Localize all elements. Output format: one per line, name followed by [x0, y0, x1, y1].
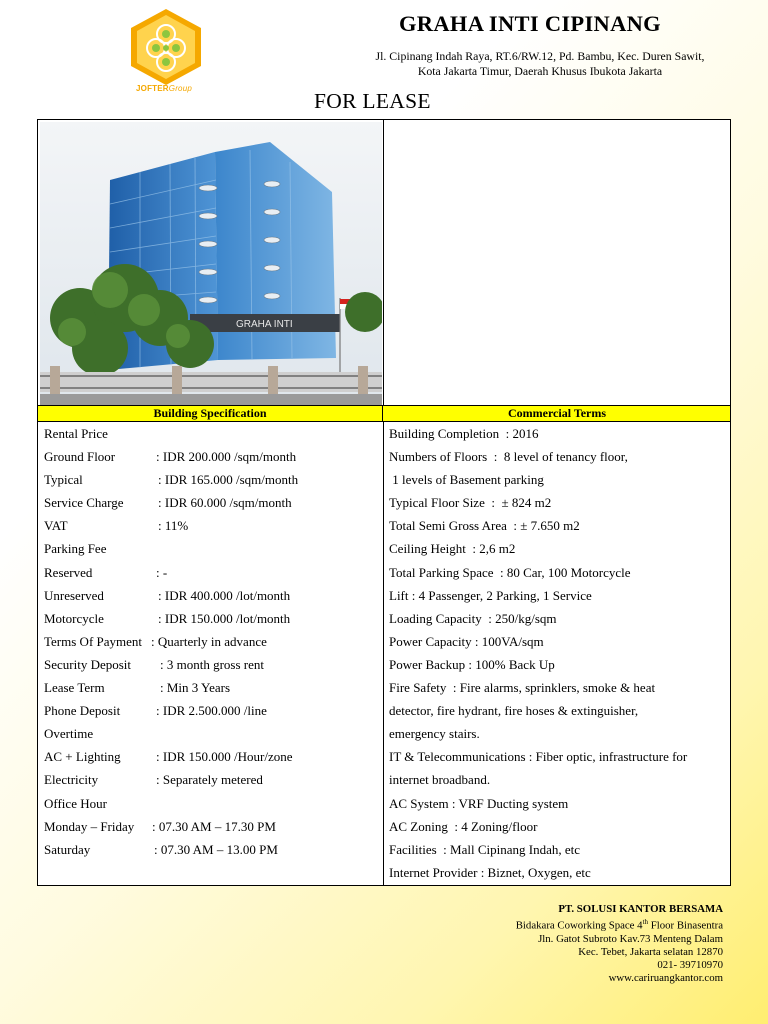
spec-label: Lease Term: [44, 680, 105, 696]
logo-wordmark: JOFTERGroup: [136, 84, 192, 93]
terms-row: [389, 861, 729, 884]
address-line-1: Jl. Cipinang Indah Raya, RT.6/RW.12, Pd. Bambu, Kec. Duren Sawit,: [375, 49, 705, 63]
spec-value: : IDR 150.000 /Hour/zone: [156, 749, 293, 765]
spec-value: : 07.30 AM – 17.30 PM: [152, 818, 276, 834]
terms-text: Total Semi Gross Area : ± 7.650 m2: [389, 518, 580, 534]
terms-text: internet broadband.: [389, 772, 491, 788]
column-divider: [383, 422, 384, 885]
photo-divider: [383, 120, 384, 405]
terms-row: [389, 768, 729, 791]
commercial-terms-column: [389, 422, 729, 884]
spec-label: Ground Floor: [44, 449, 116, 465]
terms-text: AC Zoning : 4 Zoning/floor: [389, 818, 538, 834]
spec-label: Reserved: [44, 564, 93, 580]
spec-row: [44, 491, 379, 514]
spec-row: [44, 722, 379, 745]
spec-label: Rental Price: [44, 426, 108, 441]
spec-label: Typical: [44, 472, 83, 488]
terms-row: [389, 584, 729, 607]
spec-row: [44, 537, 379, 560]
terms-text: Internet Provider : Biznet, Oxygen, etc: [389, 864, 591, 880]
spec-value: : IDR 165.000 /sqm/month: [158, 472, 299, 488]
terms-text: IT & Telecommunications : Fiber optic, infrastructure for: [389, 749, 688, 765]
spec-value: : -: [156, 564, 168, 580]
terms-row: [389, 607, 729, 630]
website-link[interactable]: www.cariruangkantor.com: [608, 972, 723, 985]
spec-row: [44, 699, 379, 722]
terms-row: [389, 537, 729, 560]
spec-row: [44, 838, 379, 861]
spec-label: Motorcycle: [44, 610, 104, 626]
terms-row: [389, 676, 729, 699]
terms-row: [389, 630, 729, 653]
address-line: Jln. Gatot Subroto Kav.73 Menteng Dalam: [538, 932, 723, 945]
terms-text: Power Backup : 100% Back Up: [389, 656, 555, 672]
spec-row: [44, 468, 379, 491]
spec-row: [44, 422, 379, 445]
terms-text: Total Parking Space : 80 Car, 100 Motorcycle: [389, 564, 631, 580]
address-line: Bidakara Coworking Space 4th Floor Binasentra: [515, 918, 723, 932]
spec-value: : IDR 400.000 /lot/month: [158, 587, 291, 603]
listing-table: [37, 119, 731, 886]
terms-row: [389, 445, 729, 468]
spec-row: [44, 561, 379, 584]
terms-text: Loading Capacity : 250/kg/sqm: [389, 610, 557, 626]
table-header-row: [38, 405, 730, 422]
spec-row: [44, 745, 379, 768]
spec-row: [44, 768, 379, 791]
spec-value: : 11%: [158, 518, 189, 534]
spec-value: : 3 month gross rent: [160, 656, 264, 672]
spec-label: Terms Of Payment: [44, 633, 143, 649]
terms-text: Numbers of Floors : 8 level of tenancy floor,: [389, 449, 628, 465]
spec-label: Overtime: [44, 726, 94, 742]
terms-text: detector, fire hydrant, fire hoses & extinguisher,: [389, 703, 639, 719]
building-signage: GRAHA INTI: [236, 319, 293, 330]
terms-text: emergency stairs.: [389, 726, 480, 742]
spec-row: [44, 630, 379, 653]
terms-row: [389, 491, 729, 514]
contact-footer: [516, 903, 723, 985]
terms-row: [389, 514, 729, 537]
commercial-terms-header: Commercial Terms: [507, 406, 607, 420]
spec-value: : IDR 60.000 /sqm/month: [158, 495, 292, 511]
terms-text: Building Completion : 2016: [389, 426, 539, 441]
address-line-2: Kota Jakarta Timur, Daerah Khusus Ibukota Jakarta: [417, 63, 663, 78]
terms-text: Typical Floor Size : ± 824 m2: [389, 495, 552, 511]
spec-row: [44, 815, 379, 838]
terms-text: Fire Safety : Fire alarms, sprinklers, smoke & heat: [389, 680, 656, 696]
for-lease-heading: FOR LEASE: [314, 89, 431, 113]
spec-value: : IDR 200.000 /sqm/month: [156, 449, 297, 465]
spec-row: [44, 584, 379, 607]
spec-row: [44, 676, 379, 699]
building-specification-column: [44, 422, 379, 861]
company-name: PT. SOLUSI KANTOR BERSAMA: [558, 903, 723, 915]
terms-text: Facilities : Mall Cipinang Indah, etc: [389, 841, 580, 857]
spec-row: [44, 514, 379, 537]
terms-row: [389, 699, 729, 722]
spec-row: [44, 445, 379, 468]
terms-text: Power Capacity : 100VA/sqm: [389, 633, 544, 649]
phone-number: 021- 39710970: [657, 958, 723, 971]
spec-value: : IDR 2.500.000 /line: [156, 703, 267, 719]
spec-label: VAT: [44, 518, 68, 534]
terms-text: AC System : VRF Ducting system: [389, 795, 569, 811]
building-address: [330, 49, 750, 78]
spec-label: Monday – Friday: [44, 818, 135, 834]
terms-row: [389, 838, 729, 861]
spec-label: Parking Fee: [44, 541, 107, 557]
spec-label: Electricity: [44, 772, 99, 788]
spec-value: : Quarterly in advance: [151, 633, 267, 649]
spec-row: [44, 653, 379, 676]
spec-value: : IDR 150.000 /lot/month: [158, 610, 291, 626]
spec-label: Service Charge: [44, 495, 124, 511]
spec-label: AC + Lighting: [44, 749, 121, 765]
terms-row: [389, 561, 729, 584]
terms-row: [389, 792, 729, 815]
address-line: Kec. Tebet, Jakarta selatan 12870: [578, 945, 723, 958]
spec-value: : 07.30 AM – 13.00 PM: [154, 841, 278, 857]
spec-value: : Min 3 Years: [160, 680, 231, 696]
terms-text: 1 levels of Basement parking: [389, 472, 544, 488]
building-specification-header: Building Specification: [38, 406, 383, 421]
spec-row: [44, 792, 379, 815]
terms-row: [389, 815, 729, 838]
spec-label: Phone Deposit: [44, 703, 121, 719]
terms-text: Ceiling Height : 2,6 m2: [389, 541, 516, 557]
terms-row: [389, 722, 729, 745]
spec-label: Office Hour: [44, 795, 107, 811]
terms-row: [389, 745, 729, 768]
terms-text: Lift : 4 Passenger, 2 Parking, 1 Service: [389, 587, 592, 603]
spec-label: Saturday: [44, 841, 91, 857]
terms-row: [389, 653, 729, 676]
terms-row: [389, 468, 729, 491]
building-title: GRAHA INTI CIPINANG: [399, 11, 661, 36]
spec-label: Unreserved: [44, 587, 104, 603]
spec-label: Security Deposit: [44, 656, 132, 672]
spec-value: : Separately metered: [156, 772, 263, 788]
spec-row: [44, 607, 379, 630]
terms-row: [389, 422, 729, 445]
building-photo: [40, 122, 382, 405]
